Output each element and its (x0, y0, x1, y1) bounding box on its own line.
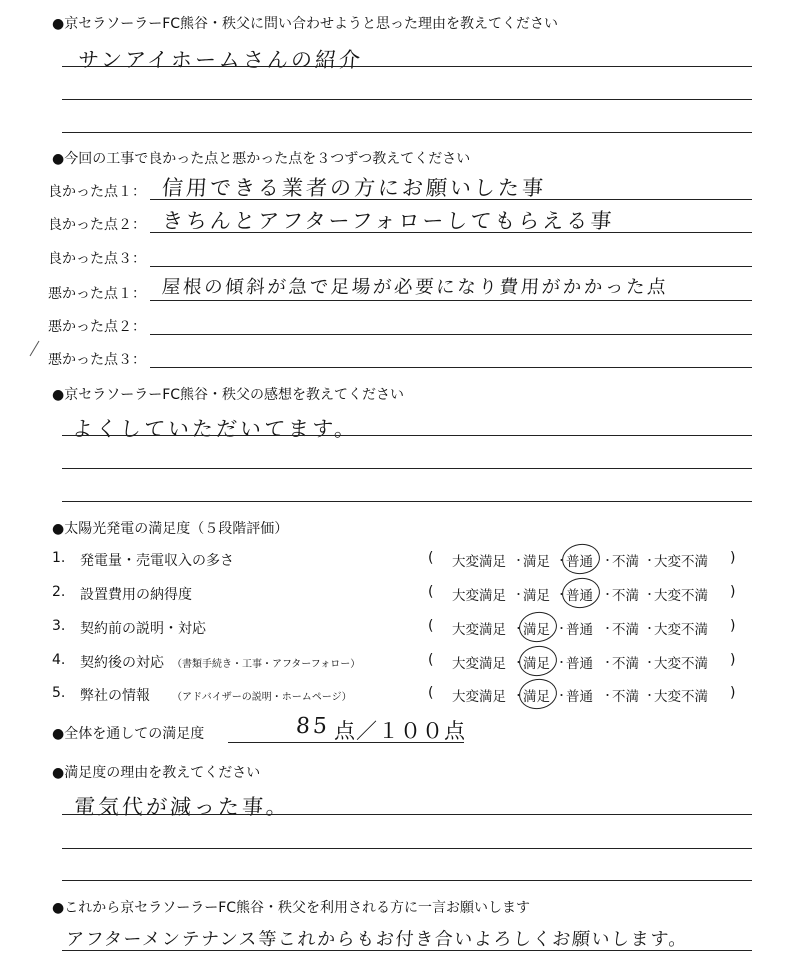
good-point-2-label: 良かった点２： (48, 217, 146, 233)
open-paren: ( (428, 584, 434, 600)
rating-option[interactable]: 普通 (566, 656, 593, 672)
bad-point-3-label: 悪かった点３： (48, 352, 146, 368)
option-separator: ・ (602, 656, 613, 669)
answer-line (150, 199, 752, 200)
rating-option[interactable]: 大変不満 (654, 554, 708, 570)
rating-option[interactable]: 満足 (523, 554, 550, 570)
answer-line (62, 66, 752, 67)
option-separator: ・ (644, 622, 655, 635)
answer-line (150, 367, 752, 368)
answer-line (62, 132, 752, 133)
rating-option[interactable]: 満足 (523, 656, 550, 672)
rating-row-note: （アドバイザーの説明・ホームページ） (172, 692, 352, 703)
close-paren: ) (730, 618, 736, 634)
rating-option[interactable]: 大変満足 (452, 588, 506, 604)
rating-row-title: 弊社の情報 (80, 688, 150, 704)
question-reason-satisfaction-prompt: ●満足度の理由を教えてください (52, 765, 261, 781)
rating-row-number: 4. (52, 652, 66, 668)
rating-row-title: 契約前の説明・対応 (80, 621, 206, 637)
close-paren: ) (730, 550, 736, 566)
option-separator: ・ (556, 622, 567, 635)
open-paren: ( (428, 618, 434, 634)
rating-option[interactable]: 普通 (566, 588, 593, 604)
answer-line (62, 814, 752, 815)
option-separator: ・ (644, 588, 655, 601)
answer-reason: サンアイホームさんの紹介 (77, 48, 364, 72)
rating-option[interactable]: 大変満足 (452, 622, 506, 638)
rating-option[interactable]: 大変満足 (452, 554, 506, 570)
answer-line (62, 880, 752, 881)
rating-option[interactable]: 大変不満 (654, 656, 708, 672)
rating-option[interactable]: 満足 (523, 689, 550, 705)
good-point-1-answer: 信用できる業者の方にお願いした事 (161, 176, 547, 200)
question-reason-prompt: ●京セラソーラーFC熊谷・秩父に問い合わせようと思った理由を教えてください (52, 16, 559, 32)
option-separator: ・ (556, 588, 567, 601)
bad-point-1-label: 悪かった点１： (48, 286, 146, 302)
selected-option-circle (560, 576, 602, 611)
answer-line (62, 501, 752, 502)
rating-row-note: （書類手続き・工事・アフターフォロー） (172, 659, 361, 670)
option-separator: ・ (513, 689, 524, 702)
option-separator: ・ (513, 656, 524, 669)
rating-row-number: 3. (52, 618, 66, 634)
close-paren: ) (730, 652, 736, 668)
pen-stray-mark (28, 338, 42, 358)
good-point-2-answer: きちんとアフターフォローしてもらえる事 (161, 209, 616, 233)
rating-row-number: 2. (52, 584, 66, 600)
close-paren: ) (730, 685, 736, 701)
rating-option[interactable]: 普通 (566, 554, 593, 570)
option-separator: ・ (513, 622, 524, 635)
question-message-prompt: ●これから京セラソーラーFC熊谷・秩父を利用される方に一言お願いします (52, 900, 531, 916)
answer-line (62, 848, 752, 849)
rating-option[interactable]: 不満 (612, 656, 639, 672)
rating-row-title: 発電量・売電収入の多さ (80, 553, 234, 569)
question-good-bad-prompt: ●今回の工事で良かった点と悪かった点を３つずつ教えてください (52, 151, 471, 167)
rating-option[interactable]: 不満 (612, 622, 639, 638)
rating-option[interactable]: 大変不満 (654, 588, 708, 604)
option-separator: ・ (556, 554, 567, 567)
option-separator: ・ (602, 689, 613, 702)
rating-row-title: 設置費用の納得度 (80, 587, 192, 603)
rating-row (0, 652, 800, 678)
rating-row (0, 584, 800, 610)
rating-option[interactable]: 普通 (566, 622, 593, 638)
bad-point-1-answer: 屋根の傾斜が急で足場が必要になり費用がかかった点 (161, 277, 670, 298)
close-paren: ) (730, 584, 736, 600)
good-point-3-label: 良かった点３： (48, 251, 146, 267)
overall-score-suffix: 点／１００点 (334, 719, 466, 743)
answer-reason-satisfaction: 電気代が減った事。 (73, 795, 291, 819)
rating-row-title: 契約後の対応 (80, 655, 164, 671)
option-separator: ・ (513, 588, 524, 601)
selected-option-circle (560, 542, 602, 577)
rating-option[interactable]: 大変不満 (654, 689, 708, 705)
answer-impression: よくしていただいてます。 (71, 417, 360, 441)
option-separator: ・ (602, 554, 613, 567)
rating-option[interactable]: 満足 (523, 622, 550, 638)
open-paren: ( (428, 685, 434, 701)
answer-line (62, 950, 752, 951)
selected-option-circle (517, 610, 559, 645)
open-paren: ( (428, 550, 434, 566)
answer-line (150, 300, 752, 301)
rating-option[interactable]: 不満 (612, 588, 639, 604)
answer-line (62, 99, 752, 100)
rating-row-number: 5. (52, 685, 66, 701)
selected-option-circle (517, 677, 559, 712)
answer-line (228, 742, 464, 743)
rating-option[interactable]: 不満 (612, 554, 639, 570)
option-separator: ・ (644, 554, 655, 567)
bad-point-2-label: 悪かった点２： (48, 319, 146, 335)
question-impression-prompt: ●京セラソーラーFC熊谷・秩父の感想を教えてください (52, 387, 405, 403)
rating-row (0, 550, 800, 576)
answer-line (150, 334, 752, 335)
option-separator: ・ (513, 554, 524, 567)
rating-option[interactable]: 大変満足 (452, 656, 506, 672)
rating-row-number: 1. (52, 550, 66, 566)
answer-line (62, 468, 752, 469)
rating-option[interactable]: 大変満足 (452, 689, 506, 705)
answer-line (150, 266, 752, 267)
option-separator: ・ (644, 689, 655, 702)
overall-score-value: 85 (295, 714, 331, 739)
rating-option[interactable]: 大変不満 (654, 622, 708, 638)
good-point-1-label: 良かった点１： (48, 184, 146, 200)
answer-line (62, 435, 752, 436)
rating-option[interactable]: 普通 (566, 689, 593, 705)
answer-line (150, 232, 752, 233)
option-separator: ・ (556, 689, 567, 702)
open-paren: ( (428, 652, 434, 668)
rating-option[interactable]: 満足 (523, 588, 550, 604)
answer-message: アフターメンテナンス等これからもお付き合いよろしくお願いします。 (65, 929, 689, 950)
rating-option[interactable]: 不満 (612, 689, 639, 705)
selected-option-circle (517, 644, 559, 679)
rating-row (0, 685, 800, 711)
rating-row (0, 618, 800, 644)
option-separator: ・ (556, 656, 567, 669)
option-separator: ・ (644, 656, 655, 669)
question-satisfaction-prompt: ●太陽光発電の満足度（５段階評価） (52, 521, 289, 537)
option-separator: ・ (602, 622, 613, 635)
option-separator: ・ (602, 588, 613, 601)
question-overall-prompt: ●全体を通しての満足度 (52, 726, 205, 742)
